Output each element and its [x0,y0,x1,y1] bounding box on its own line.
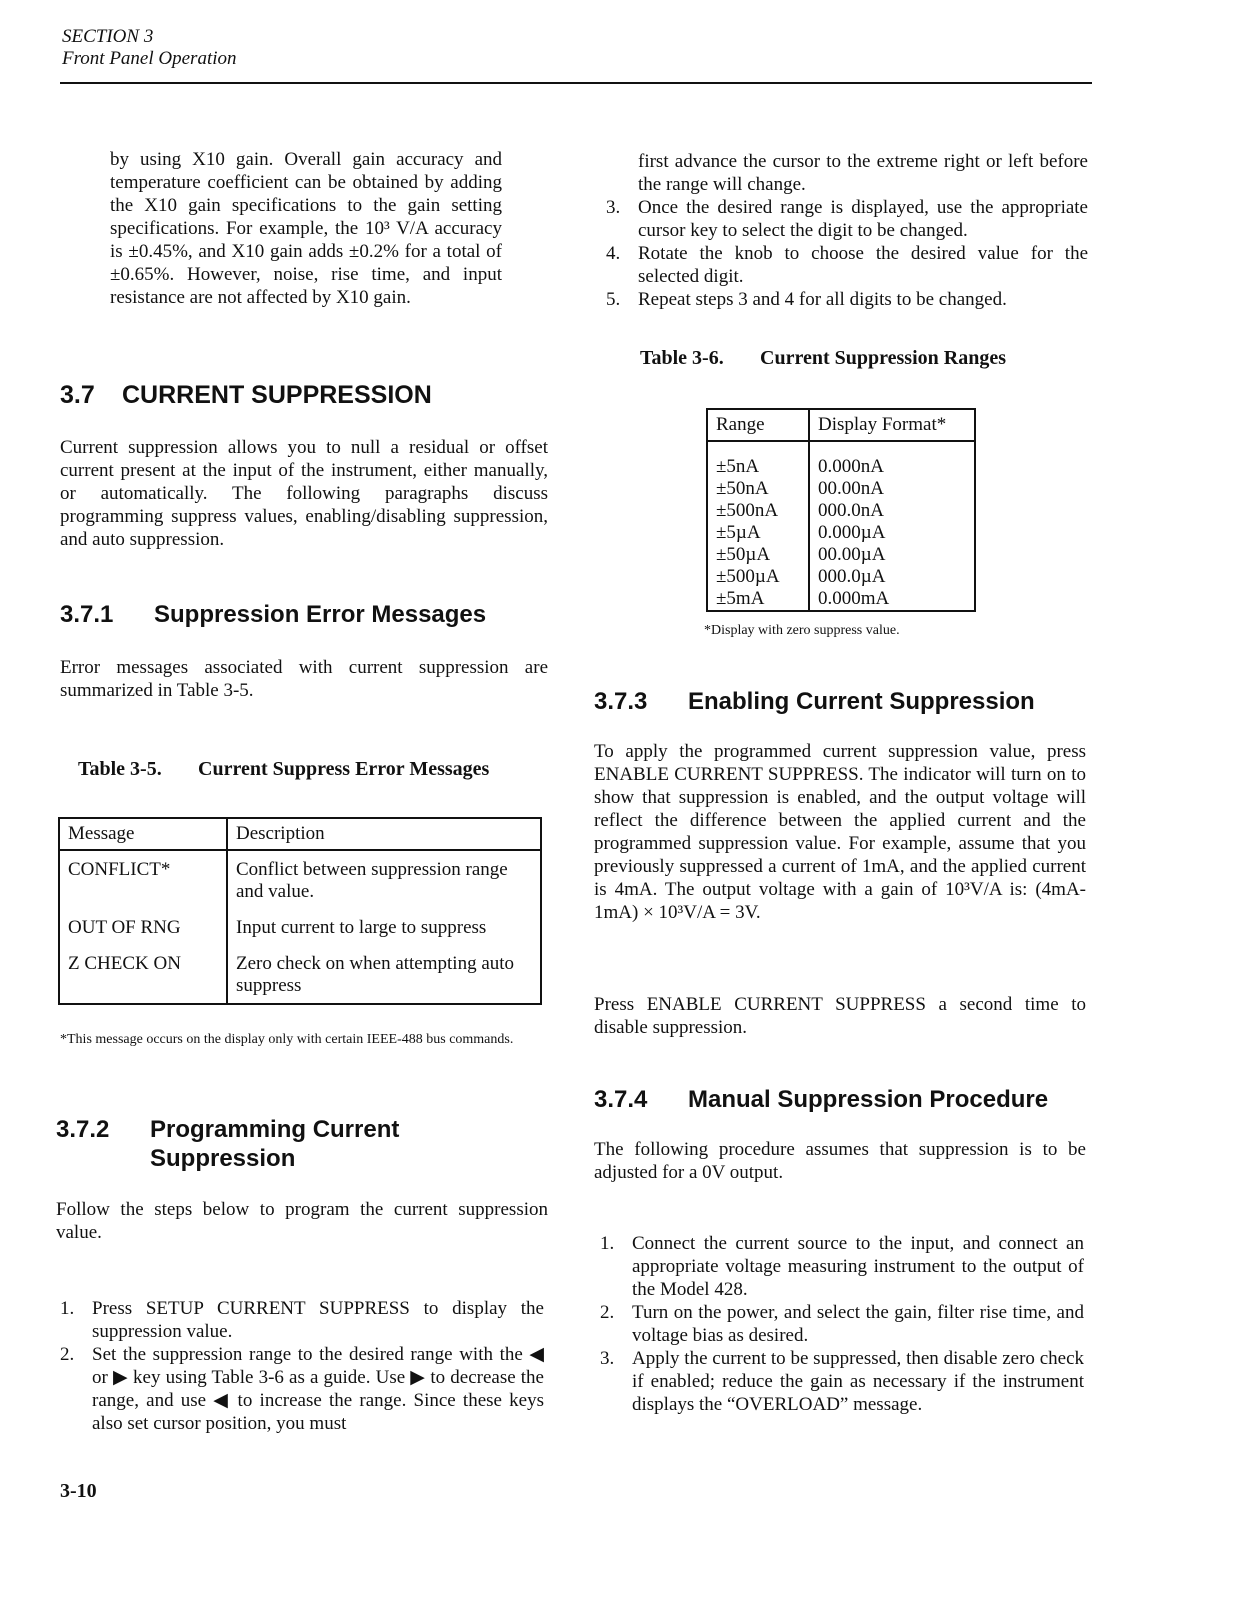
table-cell: ±50nA [707,478,809,500]
step-text: Turn on the power, and select the gain, filter rise time, and voltage bias as desired. [632,1302,1084,1346]
step-text: Rotate the knob to choose the desired value for the selected digit. [638,243,1088,287]
table-cell: ±5mA [707,588,809,611]
heading-number: 3.7.3 [594,688,648,715]
disable-paragraph: Press ENABLE CURRENT SUPPRESS a second time to disable suppression. [594,994,1086,1038]
manual-procedure-paragraph: The following procedure assumes that suppression is to be adjusted for a 0V output. [594,1139,1086,1183]
current-suppression-paragraph: Current suppression allows you to null a residual or offset current present at the input of the instrument, either manually, or automatically. The following paragraphs discuss programming suppress values, enabling/disabling suppression, and auto suppression. [60,437,548,550]
table-cell: CONFLICT* [59,850,227,909]
table-cell: 0.000nA [818,456,884,477]
table-cell: 00.00µA [818,544,886,565]
column-header-message: Message [59,818,227,850]
column-header-description: Description [227,818,541,850]
table-row [707,544,975,566]
column-header-range: Range [707,409,809,441]
table-cell: 0.000µA [818,522,886,543]
table-row [59,909,541,945]
page-number: 3-10 [60,1480,97,1502]
heading-number: 3.7.2 [56,1116,110,1143]
table-3-6 [706,408,976,612]
table-cell: 0.000mA [818,588,890,609]
step-text: Connect the current source to the input, and connect an appropriate voltage measuring instrument to the output of the Model 428. [632,1233,1084,1300]
table-cell: Z CHECK ON [59,945,227,1004]
table-row [707,500,975,522]
table-cell: ±50µA [707,544,809,566]
table-title: Current Suppression Ranges [760,347,1006,369]
step-number: 5. [606,289,621,310]
table-row [707,522,975,544]
step-text: Apply the current to be suppressed, then disable zero check if enabled; reduce the gain as necessary if the instrument displays the “OVERLOAD” message. [632,1348,1084,1415]
step-number: 2. [600,1302,615,1323]
table-number: Table 3-6. [640,347,724,369]
header-rule [60,82,1092,84]
heading-title: Enabling Current Suppression [688,688,1035,715]
programming-steps-continued [606,150,1088,311]
table-cell: ±5µA [707,522,809,544]
list-item [600,1347,1084,1416]
table-cell: ±500µA [707,566,809,588]
table-3-5-caption [78,757,489,781]
heading-title: Manual Suppression Procedure [688,1086,1049,1113]
table-header-row [707,409,975,441]
list-item [606,196,1088,242]
table-number: Table 3-5. [78,758,162,780]
list-item-continued [606,150,1088,196]
table-3-6-footnote: *Display with zero suppress value. [704,623,900,638]
table-header-row [59,818,541,850]
table-title: Current Suppress Error Messages [198,758,490,780]
table-row [707,478,975,500]
section-label: SECTION 3 [62,26,154,47]
heading-3-7-2 [56,1115,399,1173]
table-cell: 000.0nA [818,500,884,521]
step-number: 3. [600,1348,615,1369]
list-item [606,288,1088,311]
table-cell: ±5nA [707,441,809,478]
programming-steps-list [60,1297,544,1435]
table-cell: Input current to large to suppress [236,917,487,938]
table-cell: Conflict between suppression range and value. [236,859,508,902]
table-row [707,441,975,478]
step-text: Repeat steps 3 and 4 for all digits to be changed. [638,289,1007,310]
programming-paragraph: Follow the steps below to program the current suppression value. [56,1199,548,1243]
table-cell: 00.00nA [818,478,884,499]
table-row [59,850,541,909]
section-subtitle: Front Panel Operation [62,48,237,69]
heading-title: CURRENT SUPPRESSION [122,381,432,409]
step-number: 1. [60,1298,75,1319]
table-cell: ±500nA [707,500,809,522]
error-messages-paragraph: Error messages associated with current suppression are summarized in Table 3-5. [60,657,548,701]
step-text: Set the suppression range to the desired range with the ◀ or ▶ key using Table 3-6 as a guide. Use ▶ to decrease the range, and use ◀ to increase the range. Since these keys also set cursor position, you must [92,1344,544,1434]
heading-title-line2: Suppression [150,1145,296,1172]
heading-3-7-1 [60,600,486,629]
heading-title: Suppression Error Messages [154,601,487,628]
list-item [600,1301,1084,1347]
step-number: 3. [606,197,621,218]
heading-number: 3.7.4 [594,1086,648,1113]
step-text: Once the desired range is displayed, use the appropriate cursor key to select the digit to be changed. [638,197,1088,241]
heading-3-7 [60,380,432,410]
column-header-display-format: Display Format* [809,409,975,441]
table-cell: OUT OF RNG [59,909,227,945]
table-cell: Zero check on when attempting auto suppress [236,953,515,996]
step-text: Press SETUP CURRENT SUPPRESS to display the suppression value. [92,1298,544,1342]
step-number: 4. [606,243,621,264]
table-3-6-caption [640,346,1006,370]
heading-number: 3.7 [60,381,95,409]
table-3-5-footnote: *This message occurs on the display only with certain IEEE-488 bus commands. [60,1032,514,1047]
heading-3-7-3 [594,687,1035,716]
list-item [606,242,1088,288]
table-row [707,566,975,588]
enabling-paragraph: To apply the programmed current suppression value, press ENABLE CURRENT SUPPRESS. The indicator will turn on to show that suppression is enabled, and the output voltage will reflect the difference between the applied current and the programmed suppression value. For example, assume that you previously suppressed a current of 1mA, and the applied current is 4mA. The output voltage with a gain of 10³V/A is: (4mA-1mA) × 10³V/A = 3V. [594,741,1086,923]
manual-steps-list [600,1232,1084,1416]
list-item [60,1343,544,1435]
list-item [600,1232,1084,1301]
table-3-5 [58,817,542,1005]
table-row [59,945,541,1004]
list-item [60,1297,544,1343]
step-text: first advance the cursor to the extreme right or left before the range will change. [638,151,1088,195]
step-number: 2. [60,1344,75,1365]
intro-paragraph: by using X10 gain. Overall gain accuracy and temperature coefficient can be obtained by adding the X10 gain specifications to the gain setting specifications. For example, the 10³ V/A accuracy is ±0.45%, and X10 gain adds ±0.2% for a total of ±0.65%. However, noise, rise time, and input resistance are not affected by X10 gain. [110,149,502,308]
heading-title: Programming Current [150,1116,400,1143]
table-row [707,588,975,611]
table-cell: 000.0µA [818,566,886,587]
heading-number: 3.7.1 [60,601,114,628]
step-number: 1. [600,1233,615,1254]
heading-3-7-4 [594,1085,1048,1114]
